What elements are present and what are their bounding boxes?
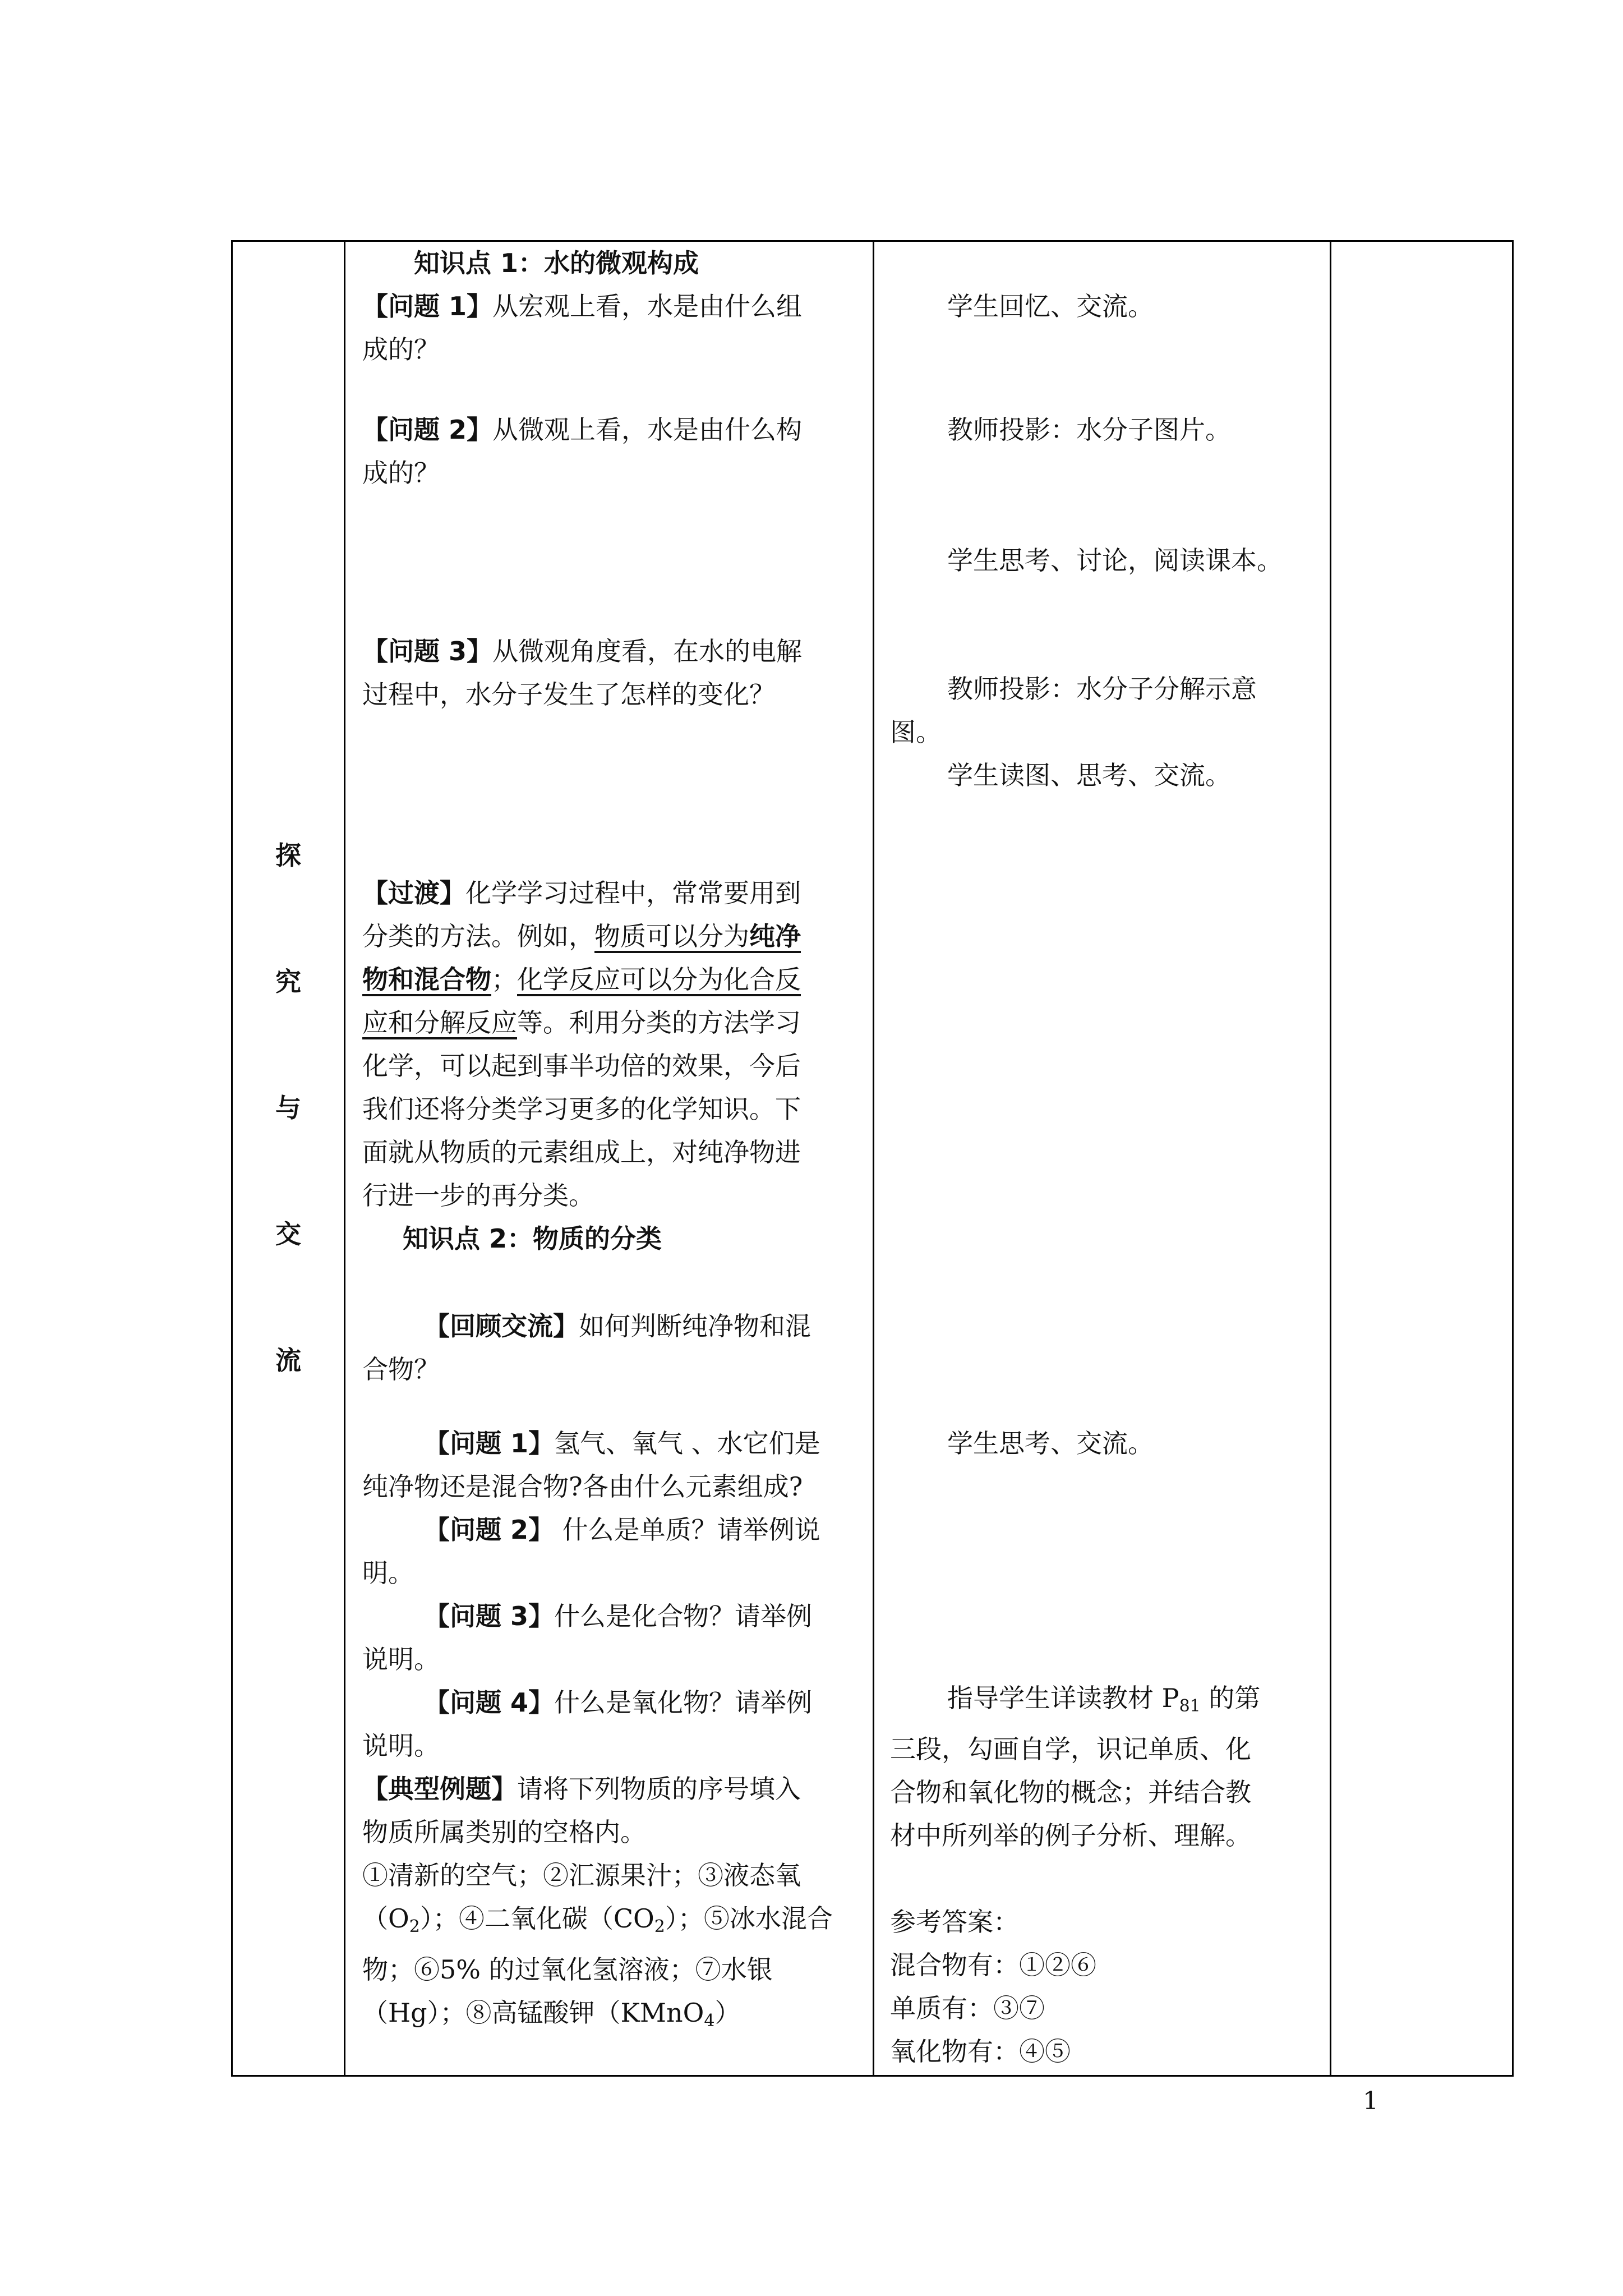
answer-block [890,1901,1096,2073]
activity-7 [890,1677,1260,1857]
q1: 【问题 1】从宏观上看，水是由什么组 [362,291,803,321]
q3-line2: 过程中，水分子发生了怎样的变化？ [362,679,775,710]
review-block [362,1305,811,1391]
activity-4-line2: 图。 [890,717,942,747]
q3: 【问题 3】从微观角度看，在水的电解 [362,636,803,666]
example-line5: 物；⑥5% 的过氧化氢溶液；⑦水银 [362,1954,773,1985]
example-line1: 【典型例题】请将下列物质的序号填入 [362,1774,801,1804]
q2-block [362,408,802,495]
kp1-title: 知识点 1：水的微观构成 [414,248,699,278]
activity-4-line1: 教师投影：水分子分解示意 [947,674,1257,704]
q1-line2: 成的？ [362,334,440,365]
p4-line2: 说明。 [362,1731,440,1761]
trans-line4: 应和分解反应等。利用分类的方法学习 [362,1007,801,1038]
p3-line1: 【问题 3】什么是化合物？请举例 [424,1601,813,1631]
section-label-char-1: 探 [275,840,301,871]
p1-block [362,1422,833,2042]
q3-block [362,630,802,716]
trans-line7: 面就从物质的元素组成上，对纯净物进 [362,1137,801,1167]
example-line4: $(O_2)$；④二氧化碳$(CO_2)$；⑤冰水混合 [362,1903,833,1936]
kp2-title: 知识点 2：物质的分类 [403,1223,662,1254]
section-label-char-2: 究 [275,967,301,997]
answer-mixtures: 混合物有：①②⑥ [890,1950,1096,1980]
answer-elements: 单质有：③⑦ [890,1993,1045,2023]
example-line3: ①清新的空气；②汇源果汁；③液态氧 [362,1860,801,1890]
p1-line2: 纯净物还是混合物?各由什么元素组成? [362,1471,803,1502]
review-line1: 【回顾交流】如何判断纯净物和混 [424,1311,811,1341]
activity-7-line1: 指导学生详读教材 $P_{81}$ 的第 [947,1683,1261,1716]
q2-line2: 成的？ [362,458,440,488]
activity-4 [890,668,1257,797]
p2-line2: 明。 [362,1558,414,1588]
section-label-char-4: 交 [275,1219,301,1249]
trans-line3: 物和混合物；化学反应可以分为化合反 [362,964,801,995]
content-cell [345,241,874,2076]
lesson-table [231,240,1514,2077]
trans-line2: 分类的方法。例如，物质可以分为纯净 [362,921,801,951]
activity-5: 学生读图、思考、交流。 [947,760,1231,790]
section-label-cell [232,241,345,2076]
transition-block [362,872,801,1260]
activity-3: 学生思考、讨论，阅读课本。 [947,545,1283,576]
answer-title: 参考答案： [890,1907,1019,1937]
section-label-char-3: 与 [275,1093,301,1123]
notes-cell [1331,241,1513,2076]
section-label-char-5: 流 [275,1345,301,1375]
example-line2: 物质所属类别的空格内。 [362,1817,646,1847]
review-line2: 合物？ [362,1354,440,1384]
activity-7-line2: 三段，勾画自学，识记单质、化 [890,1734,1251,1764]
page-number: 1 [1363,2087,1378,2115]
activity-6: 学生思考、交流。 [947,1428,1154,1458]
p4-line1: 【问题 4】什么是氧化物？请举例 [424,1687,813,1718]
activity-cell [874,241,1331,2076]
activity-7-line3: 合物和氧化物的概念；并结合教 [890,1777,1251,1807]
example-line6: （Hg）；⑧高锰酸钾（KMnO$_4$） [362,1998,741,2031]
p3-line2: 说明。 [362,1644,440,1674]
kp1-block [362,242,802,371]
p1-line1: 【问题 1】氢气、氧气 、水它们是 [424,1428,820,1458]
p2-line1: 【问题 2】 什么是单质？请举例说 [424,1515,820,1545]
activity-7-line4: 材中所列举的例子分析、理解。 [890,1820,1251,1851]
trans-line6: 我们还将分类学习更多的化学知识。下 [362,1094,801,1124]
trans-line1: 【过渡】化学学习过程中，常常要用到 [362,878,801,908]
answer-oxides: 氧化物有：④⑤ [890,2036,1071,2067]
activity-2: 教师投影：水分子图片。 [947,415,1231,445]
q2: 【问题 2】从微观上看，水是由什么构 [362,415,803,445]
activity-1: 学生回忆、交流。 [947,291,1154,321]
trans-line8: 行进一步的再分类。 [362,1180,594,1211]
trans-line5: 化学，可以起到事半功倍的效果，今后 [362,1051,801,1081]
